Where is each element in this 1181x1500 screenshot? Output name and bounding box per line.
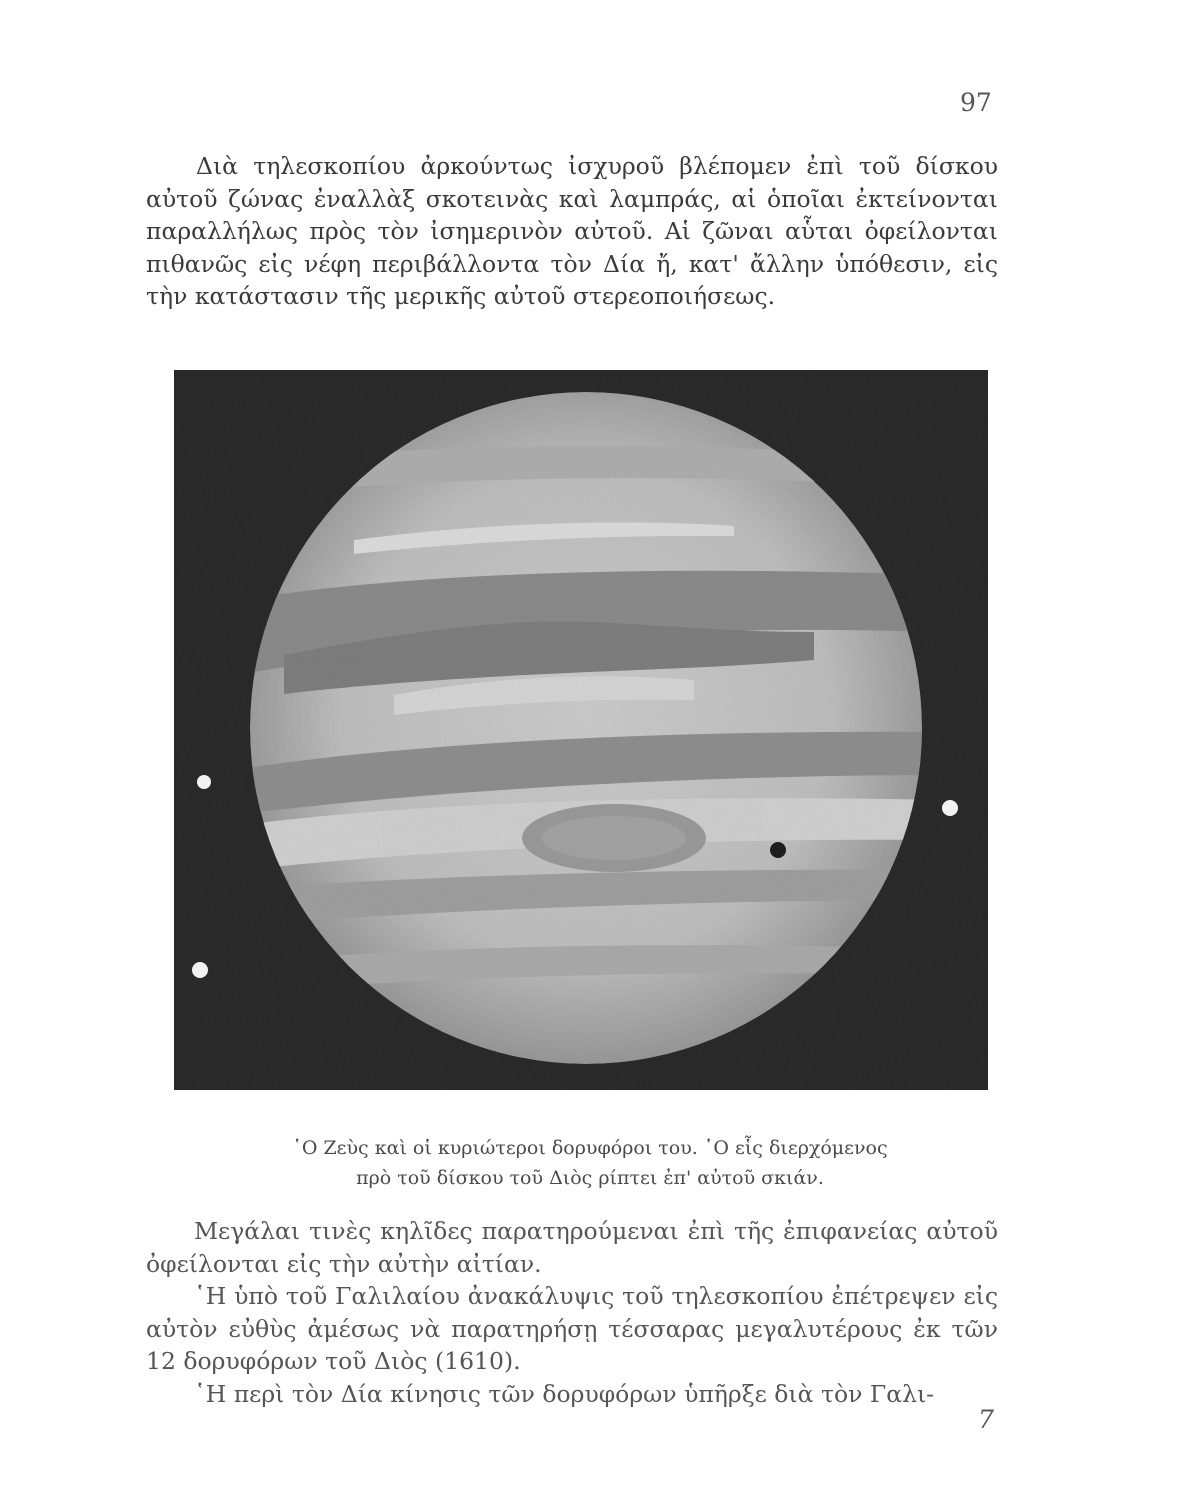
- body-text: [146, 1215, 998, 1410]
- signature-mark: 7: [978, 1405, 994, 1434]
- paragraph-galileo: ῾Η ὑπὸ τοῦ Γαλιλαίου ἀνακάλυψις τοῦ τηλεσκοπίου ἐπέτρεψεν εἰς αὐτὸν εὐθὺς ἀμέσως νὰ παρατηρήσῃ τέσσαρας μεγαλυτέρους ἐκ τῶν 12 δορυφόρων τοῦ Διὸς (1610).: [146, 1282, 998, 1375]
- paragraph-satellites: ῾Η περὶ τὸν Δία κίνησις τῶν δορυφόρων ὑπῆρξε διὰ τὸν Γαλι-: [194, 1379, 935, 1408]
- figure-caption-line1: ῾Ο Ζεὺς καὶ οἱ κυριώτεροι δορυφόροι του. ῾Ο εἷς διερχόμενος: [292, 1137, 888, 1159]
- moon-shadow: [770, 842, 786, 858]
- moon-left-upper: [197, 775, 211, 789]
- figure-caption-line2: πρὸ τοῦ δίσκου τοῦ Διὸς ρίπτει ἐπ' αὐτοῦ σκιάν.: [356, 1167, 824, 1189]
- intro-paragraph: Διὰ τηλεσκοπίου ἀρκούντως ἰσχυροῦ βλέπομεν ἐπὶ τοῦ δίσκου αὐτοῦ ζώνας ἐναλλὰξ σκοτεινὰς καὶ λαμπράς, αἱ ὁποῖαι ἐκτείνονται παραλλήλως πρὸς τὸν ἰσημερινὸν αὐτοῦ. Αἱ ζῶναι αὗται ὀφείλονται πιθανῶς εἰς νέφη περιβάλλοντα τὸν Δία ἤ, κατ' ἄλλην ὑπόθεσιν, εἰς τὴν κατάστασιν τῆς μερικῆς αὐτοῦ στερεοποιήσεως.: [146, 152, 998, 310]
- moon-right: [942, 800, 958, 816]
- page-number: 97: [960, 88, 992, 117]
- paragraph-spots: Μεγάλαι τινὲς κηλῖδες παρατηρούμεναι ἐπὶ τῆς ἐπιφανείας αὐτοῦ ὀφείλονται εἰς τὴν αὐτὴν αἰτίαν.: [146, 1217, 998, 1278]
- jupiter-figure: [174, 370, 988, 1090]
- moon-left-lower: [192, 962, 208, 978]
